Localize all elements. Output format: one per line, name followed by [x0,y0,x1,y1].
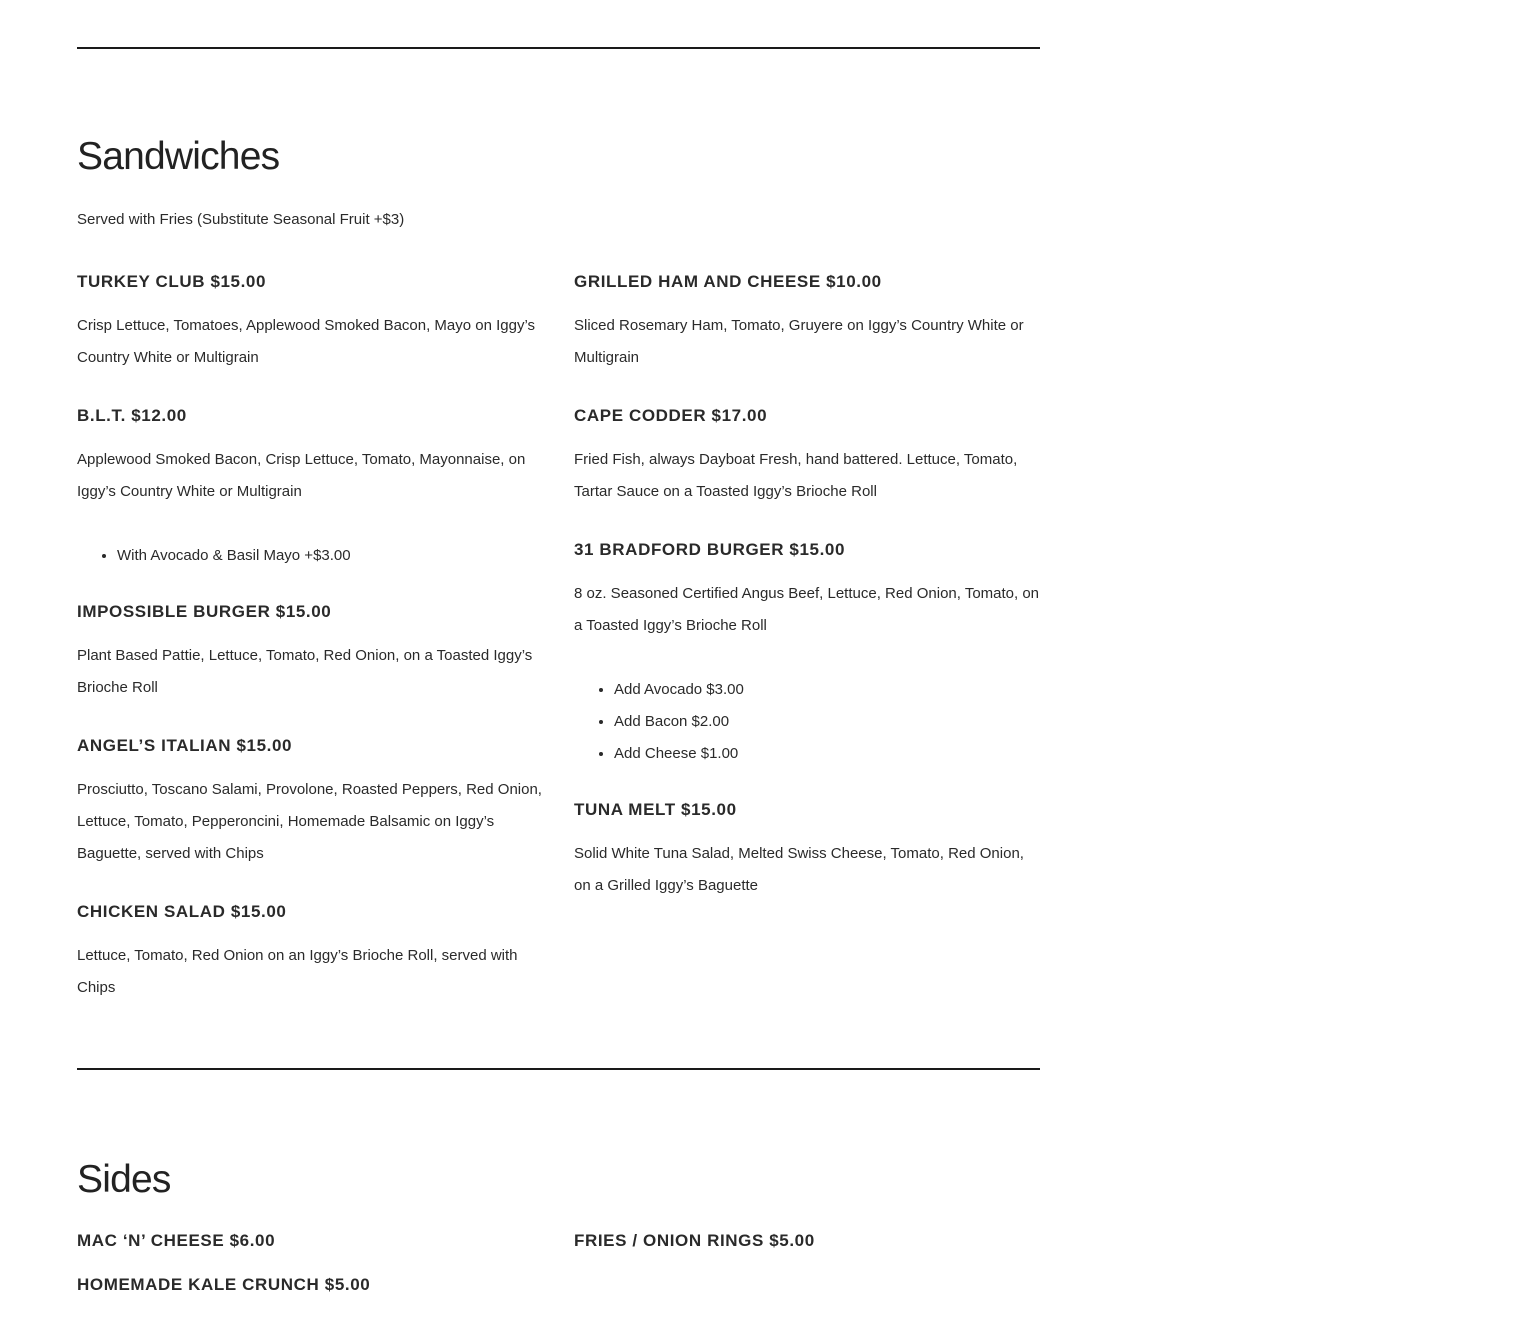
menu-item-tuna-melt [574,799,1040,902]
menu-item-turkey-club [77,271,545,374]
sides-section [77,1160,1040,1296]
addon-list [77,540,545,572]
menu-column-right [574,1230,1040,1296]
menu-column-left [77,271,545,1004]
menu-item-mac-n-cheese [77,1230,545,1252]
sandwiches-section [77,137,1040,1004]
item-description: Lettuce, Tomato, Red Onion on an Iggy’s Brioche Roll, served with Chips [77,947,518,996]
section-divider [77,1068,1040,1070]
item-description: Crisp Lettuce, Tomatoes, Applewood Smoked Bacon, Mayo on Iggy’s Country White or Multigrain [77,317,536,366]
item-name: 31 BRADFORD BURGER $15.00 [574,540,846,559]
item-name: HOMEMADE KALE CRUNCH $5.00 [77,1275,371,1294]
item-name: GRILLED HAM AND CHEESE $10.00 [574,272,882,291]
item-name: MAC ‘N’ CHEESE $6.00 [77,1231,276,1250]
section-title-sandwiches: Sandwiches [77,135,280,178]
item-description: Fried Fish, always Dayboat Fresh, hand battered. Lettuce, Tomato, Tartar Sauce on a Toasted Iggy’s Brioche Roll [574,451,1018,500]
item-description: 8 oz. Seasoned Certified Angus Beef, Lettuce, Red Onion, Tomato, on a Toasted Iggy’s Brioche Roll [574,585,1040,634]
item-name: CAPE CODDER $17.00 [574,406,768,425]
addon-list [574,674,1040,770]
item-name: IMPOSSIBLE BURGER $15.00 [77,602,332,621]
addon-item: • Add Cheese $1.00 [614,738,1040,770]
item-description: Sliced Rosemary Ham, Tomato, Gruyere on Iggy’s Country White or Multigrain [574,317,1024,366]
item-name: FRIES / ONION RINGS $5.00 [574,1231,815,1250]
section-title-sides: Sides [77,1158,171,1201]
menu-item-fries-onion-rings [574,1230,1040,1252]
item-description: Solid White Tuna Salad, Melted Swiss Cheese, Tomato, Red Onion, on a Grilled Iggy’s Baguette [574,845,1024,894]
menu-content [77,0,1040,1296]
menu-columns [77,1230,1040,1296]
item-name: ANGEL’S ITALIAN $15.00 [77,736,293,755]
menu-item-angels-italian [77,735,545,870]
section-divider [77,47,1040,49]
menu-item-chicken-salad [77,901,545,1004]
item-name: TUNA MELT $15.00 [574,800,737,819]
menu-column-left [77,1230,545,1296]
addon-item: • With Avocado & Basil Mayo +$3.00 [117,540,545,572]
section-note: Served with Fries (Substitute Seasonal Fruit +$3) [77,211,405,228]
menu-item-homemade-kale-crunch [77,1274,545,1296]
item-description: Plant Based Pattie, Lettuce, Tomato, Red Onion, on a Toasted Iggy’s Brioche Roll [77,647,533,696]
item-name: B.L.T. $12.00 [77,406,187,425]
item-description: Prosciutto, Toscano Salami, Provolone, Roasted Peppers, Red Onion, Lettuce, Tomato, Pepperoncini, Homemade Balsamic on Iggy’s Baguette, served with Chips [77,781,542,862]
menu-item-cape-codder [574,405,1040,508]
menu-item-31-bradford-burger [574,539,1040,770]
item-name: CHICKEN SALAD $15.00 [77,902,287,921]
menu-item-grilled-ham-and-cheese [574,271,1040,374]
menu-column-right [574,271,1040,1004]
menu-item-impossible-burger [77,601,545,704]
item-description: Applewood Smoked Bacon, Crisp Lettuce, Tomato, Mayonnaise, on Iggy’s Country White or Multigrain [77,451,526,500]
item-name: TURKEY CLUB $15.00 [77,272,267,291]
menu-columns [77,271,1040,1004]
addon-item: • Add Avocado $3.00 [614,674,1040,706]
menu-item-blt [77,405,545,572]
addon-item: • Add Bacon $2.00 [614,706,1040,738]
